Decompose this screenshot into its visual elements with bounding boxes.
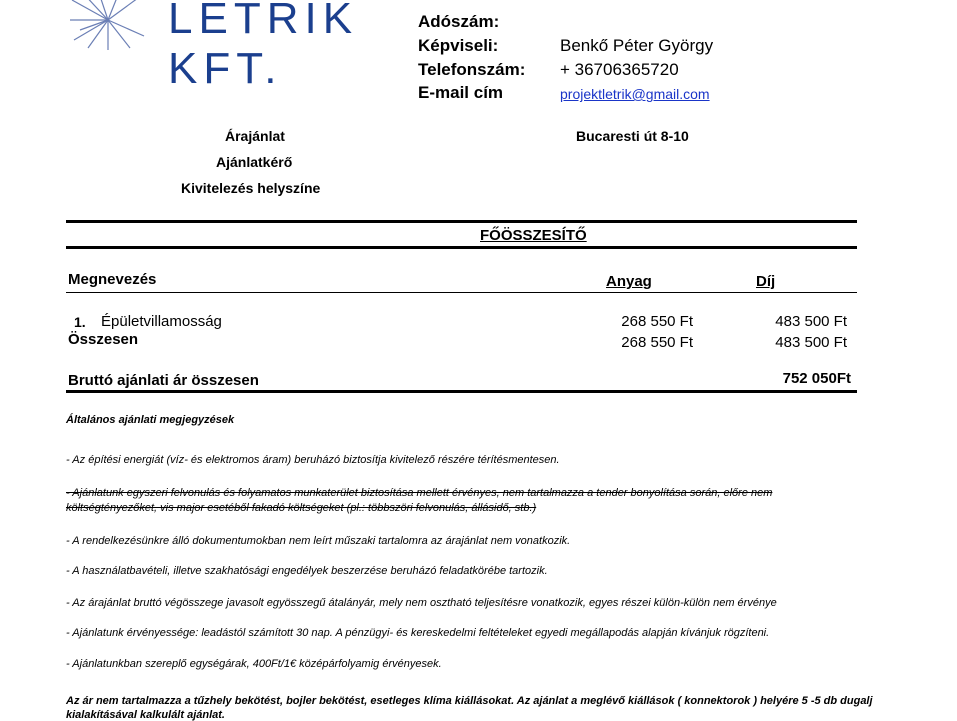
- row-name: Épületvillamosság: [101, 313, 222, 330]
- email-link[interactable]: projektletrik@gmail.com: [560, 86, 710, 102]
- phone-label: Telefonszám:: [418, 60, 526, 79]
- site-label: Kivitelezés helyszíne: [181, 180, 321, 196]
- company-logo: [68, 0, 388, 93]
- quote-label: Árajánlat: [225, 128, 285, 144]
- phone-value: + 36706365720: [560, 60, 679, 79]
- note-item: - Az árajánlat bruttó végösszege javasolt egyösszegű átalányár, mely nem osztható teljesítésre vonatkozik, egyes részei külön-külön nem érvénye: [66, 597, 777, 609]
- notes-heading: Általános ajánlati megjegyzések: [66, 414, 235, 426]
- note-item: - Ajánlatunkban szereplő egységárak, 400Ft/1€ középárfolyamig érvényesek.: [66, 658, 442, 670]
- logo-text: LETRIK KFT.: [168, 0, 359, 93]
- summary-title: FŐÖSSZESÍTŐ: [480, 227, 587, 244]
- requester-label: Ajánlatkérő: [216, 154, 293, 170]
- total-label: Összesen: [68, 331, 139, 348]
- gross-total-label: Bruttó ajánlati ár összesen: [68, 372, 259, 389]
- note-item: - A rendelkezésünkre álló dokumentumokban nem leírt műszaki tartalomra az árajánlat nem vonatkozik.: [66, 535, 571, 547]
- row-fee: 483 500 Ft: [775, 313, 847, 330]
- header-underline: [66, 292, 857, 293]
- column-header-name: Megnevezés: [68, 271, 157, 288]
- site-address: Bucaresti út 8-10: [576, 128, 689, 144]
- column-header-fee: Díj: [756, 273, 776, 290]
- note-item: költségtényezőket, vis major esetéből fakadó költségeket (pl.: többszöri felvonulás, állásidő, stb.): [66, 502, 537, 514]
- summary-title-rule: [66, 246, 857, 249]
- email-label: E-mail cím: [418, 83, 504, 102]
- column-header-material: Anyag: [606, 273, 652, 290]
- note-item: - A használatbavételi, illetve szakhatósági engedélyek beszerzése beruházó feladatkörébe tartozik.: [66, 565, 548, 577]
- row-material: 268 550 Ft: [621, 313, 693, 330]
- sunburst-logo-icon: [68, 0, 168, 52]
- tax-number-label: Adószám:: [418, 12, 500, 31]
- final-note-line1: Az ár nem tartalmazza a tűzhely bekötést, bojler bekötést, esetleges klíma kiállásokat. Az ajánlat a meglévő kiállások ( konnektorok ) helyére 5 -5 db dugalj: [66, 695, 873, 707]
- gross-total-rule: [66, 390, 857, 393]
- summary-top-rule: [66, 220, 857, 223]
- total-material: 268 550 Ft: [621, 334, 693, 351]
- representative-label: Képviseli:: [418, 36, 499, 55]
- row-number: 1.: [74, 314, 86, 330]
- note-item: - Ajánlatunk egyszeri felvonulás és folyamatos munkaterület biztosítása mellett érvényes, nem tartalmazza a tender bonyolítása során, előre nem: [66, 487, 773, 499]
- note-item: - Az építési energiát (víz- és elektromos áram) beruházó biztosítja kivitelező részére térítésmentesen.: [66, 454, 560, 466]
- total-fee: 483 500 Ft: [775, 334, 847, 351]
- final-note-line2: kialakításával kalkulált ajánlat.: [66, 709, 225, 721]
- representative-value: Benkő Péter György: [560, 36, 714, 55]
- gross-total-value: 752 050Ft: [782, 370, 851, 387]
- note-item: - Ajánlatunk érvényessége: leadástól számított 30 nap. A pénzügyi- és kereskedelmi feltételeket egyedi megállapodás alapján kívánjuk rögzíteni.: [66, 627, 770, 639]
